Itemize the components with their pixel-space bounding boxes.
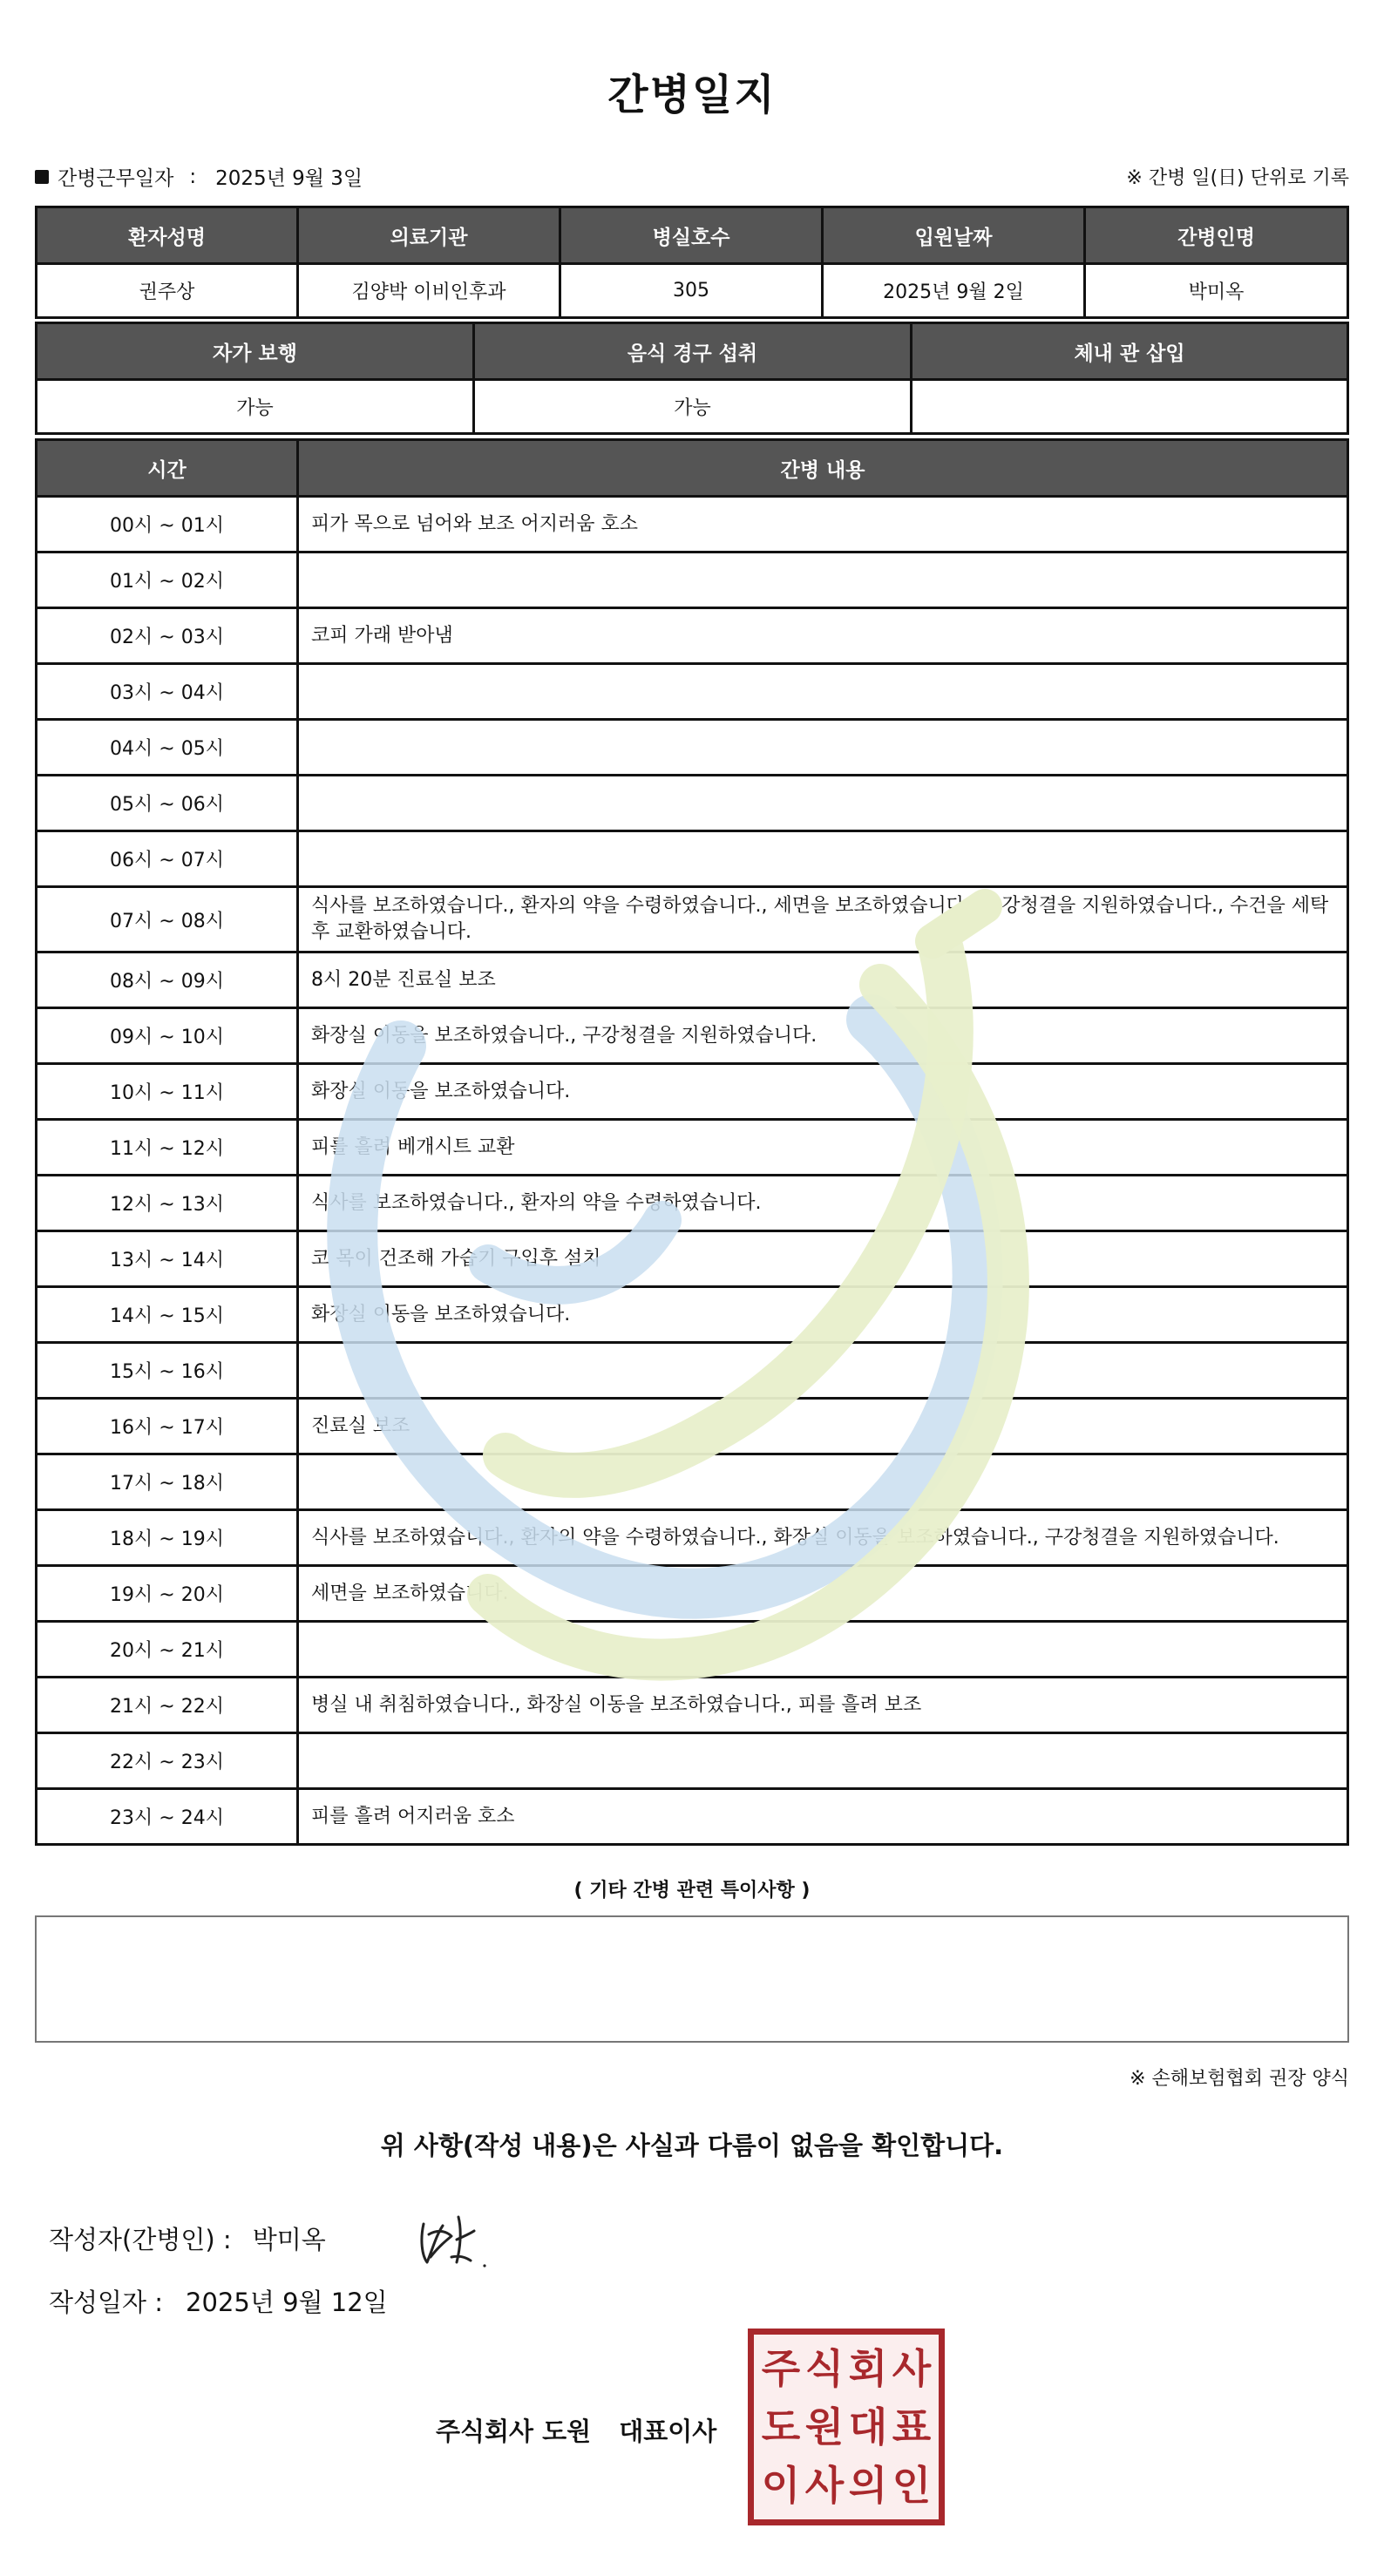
patient-name: 권주상 [37,262,299,316]
work-date-colon: : [189,165,197,188]
header-patient-name: 환자성명 [37,208,299,262]
log-header-row [37,441,1347,495]
header-hospital: 의료기관 [299,208,561,262]
log-content: 피를 흘려 어지러움 호소 [299,1787,1347,1843]
log-time: 13시 ~ 14시 [37,1230,299,1285]
log-content: 식사를 보조하였습니다., 환자의 약을 수령하였습니다., 세면을 보조하였습니다., 구강청결을 지원하였습니다., 수건을 세탁 후 교환하였습니다. [299,885,1347,951]
header-admission-date: 입원날짜 [824,208,1086,262]
company-name: 주식회사 도원 [436,2417,592,2446]
log-time: 19시 ~ 20시 [37,1564,299,1620]
log-content [299,551,1347,607]
log-content [299,830,1347,885]
log-time: 04시 ~ 05시 [37,718,299,774]
write-date-label: 작성일자 : [49,2288,164,2317]
seal-character: 대 [848,2403,888,2451]
unit-note: ※ 간병 일(日) 단위로 기록 [1126,167,1349,189]
work-date-value: 2025년 9월 3일 [215,167,363,190]
square-bullet-icon [35,170,49,184]
seal-character: 식 [804,2345,845,2393]
tube-insertion [912,378,1347,432]
log-time: 08시 ~ 09시 [37,951,299,1007]
company-role: 대표이사 [619,2417,717,2446]
caregiver-name: 박미옥 [1086,262,1347,316]
log-content: 피가 목으로 넘어와 보조 어지러움 호소 [299,495,1347,551]
company-line [436,2412,716,2448]
log-time: 20시 ~ 21시 [37,1620,299,1676]
special-notes-box [35,1915,1349,2043]
writer-line [49,2220,326,2256]
seal-character: 의 [848,2461,888,2509]
log-row [37,551,1347,607]
recommendation-note: ※ 손해보험협회 권장 양식 [1130,2068,1349,2090]
header-care-content: 간병 내용 [299,441,1347,495]
header-caregiver-name: 간병인명 [1086,208,1347,262]
log-content: 세면을 보조하였습니다. [299,1564,1347,1620]
seal-character: 사 [804,2461,845,2509]
log-row [37,1787,1347,1843]
seal-character: 회 [848,2345,888,2393]
log-row [37,1508,1347,1564]
log-content: 8시 20분 진료실 보조 [299,951,1347,1007]
log-content: 화장실 이동을 보조하였습니다., 구강청결을 지원하였습니다. [299,1007,1347,1062]
patient-info-table [35,206,1349,319]
log-content [299,662,1347,718]
writer-label: 작성자(간병인) : [49,2225,232,2254]
log-time: 11시 ~ 12시 [37,1118,299,1174]
log-time: 23시 ~ 24시 [37,1787,299,1843]
log-content: 화장실 이동을 보조하였습니다. [299,1285,1347,1341]
log-time: 16시 ~ 17시 [37,1397,299,1453]
log-content: 진료실 보조 [299,1397,1347,1453]
seal-character: 도 [761,2403,801,2451]
log-row [37,1285,1347,1341]
handwritten-signature [417,2205,495,2274]
care-log-table [35,438,1349,1846]
confirmation-statement: 위 사항(작성 내용)은 사실과 다름이 없음을 확인합니다. [380,2131,1004,2160]
work-date-label: 간병근무일자 [58,167,174,190]
oral-intake: 가능 [475,378,912,432]
log-time: 07시 ~ 08시 [37,885,299,951]
log-row [37,1732,1347,1787]
log-time: 21시 ~ 22시 [37,1676,299,1732]
room-number: 305 [561,262,824,316]
self-walking: 가능 [37,378,475,432]
header-time: 시간 [37,441,299,495]
log-time: 17시 ~ 18시 [37,1453,299,1508]
log-row [37,1676,1347,1732]
log-row [37,885,1347,951]
log-time: 10시 ~ 11시 [37,1062,299,1118]
work-date [35,162,363,191]
log-time: 03시 ~ 04시 [37,662,299,718]
ability-header-row [37,324,1347,378]
log-time: 14시 ~ 15시 [37,1285,299,1341]
header-tube-insertion: 체내 관 삽입 [912,324,1347,378]
log-row [37,662,1347,718]
log-time: 01시 ~ 02시 [37,551,299,607]
log-content: 병실 내 취침하였습니다., 화장실 이동을 보조하였습니다., 피를 흘려 보조 [299,1676,1347,1732]
header-self-walking: 자가 보행 [37,324,475,378]
log-time: 06시 ~ 07시 [37,830,299,885]
log-row [37,1230,1347,1285]
ability-table [35,322,1349,435]
log-time: 15시 ~ 16시 [37,1341,299,1397]
patient-value-row [37,262,1347,316]
log-time: 09시 ~ 10시 [37,1007,299,1062]
header-oral-intake: 음식 경구 섭취 [475,324,912,378]
header-room-number: 병실호수 [561,208,824,262]
log-row [37,1007,1347,1062]
log-content [299,1453,1347,1508]
log-row [37,495,1347,551]
log-row [37,1062,1347,1118]
log-content: 식사를 보조하였습니다., 환자의 약을 수령하였습니다., 화장실 이동을 보조하였습니다., 구강청결을 지원하였습니다. [299,1508,1347,1564]
log-content: 코 목이 건조해 가습기 구입후 설치 [299,1230,1347,1285]
log-row [37,774,1347,830]
log-content [299,774,1347,830]
log-content [299,1732,1347,1787]
log-row [37,830,1347,885]
log-time: 22시 ~ 23시 [37,1732,299,1787]
log-content: 피를 흘려 베개시트 교환 [299,1118,1347,1174]
log-content [299,1620,1347,1676]
log-row [37,718,1347,774]
page-title: 간병일지 [607,71,777,119]
log-row [37,1397,1347,1453]
log-row [37,607,1347,662]
writer-name: 박미옥 [252,2225,326,2254]
log-content: 코피 가래 받아냄 [299,607,1347,662]
ability-value-row [37,378,1347,432]
log-content: 화장실 이동을 보조하였습니다. [299,1062,1347,1118]
log-row [37,1453,1347,1508]
hospital: 김양박 이비인후과 [299,262,561,316]
seal-character: 인 [892,2461,932,2509]
company-seal-stamp [748,2329,945,2525]
admission-date: 2025년 9월 2일 [824,262,1086,316]
log-time: 18시 ~ 19시 [37,1508,299,1564]
log-content: 식사를 보조하였습니다., 환자의 약을 수령하였습니다. [299,1174,1347,1230]
log-time: 05시 ~ 06시 [37,774,299,830]
patient-header-row [37,208,1347,262]
seal-character: 이 [761,2461,801,2509]
seal-character: 사 [892,2345,932,2393]
write-date-line [49,2283,388,2319]
log-row [37,1620,1347,1676]
log-content [299,1341,1347,1397]
log-row [37,951,1347,1007]
log-time: 02시 ~ 03시 [37,607,299,662]
seal-character: 주 [761,2345,801,2393]
log-row [37,1341,1347,1397]
seal-character: 원 [804,2403,845,2451]
seal-character: 표 [892,2403,932,2451]
special-notes-title: ( 기타 간병 관련 특이사항 ) [573,1880,811,1901]
log-row [37,1118,1347,1174]
log-row [37,1564,1347,1620]
log-time: 12시 ~ 13시 [37,1174,299,1230]
log-content [299,718,1347,774]
log-row [37,1174,1347,1230]
log-time: 00시 ~ 01시 [37,495,299,551]
write-date-value: 2025년 9월 12일 [186,2288,388,2317]
